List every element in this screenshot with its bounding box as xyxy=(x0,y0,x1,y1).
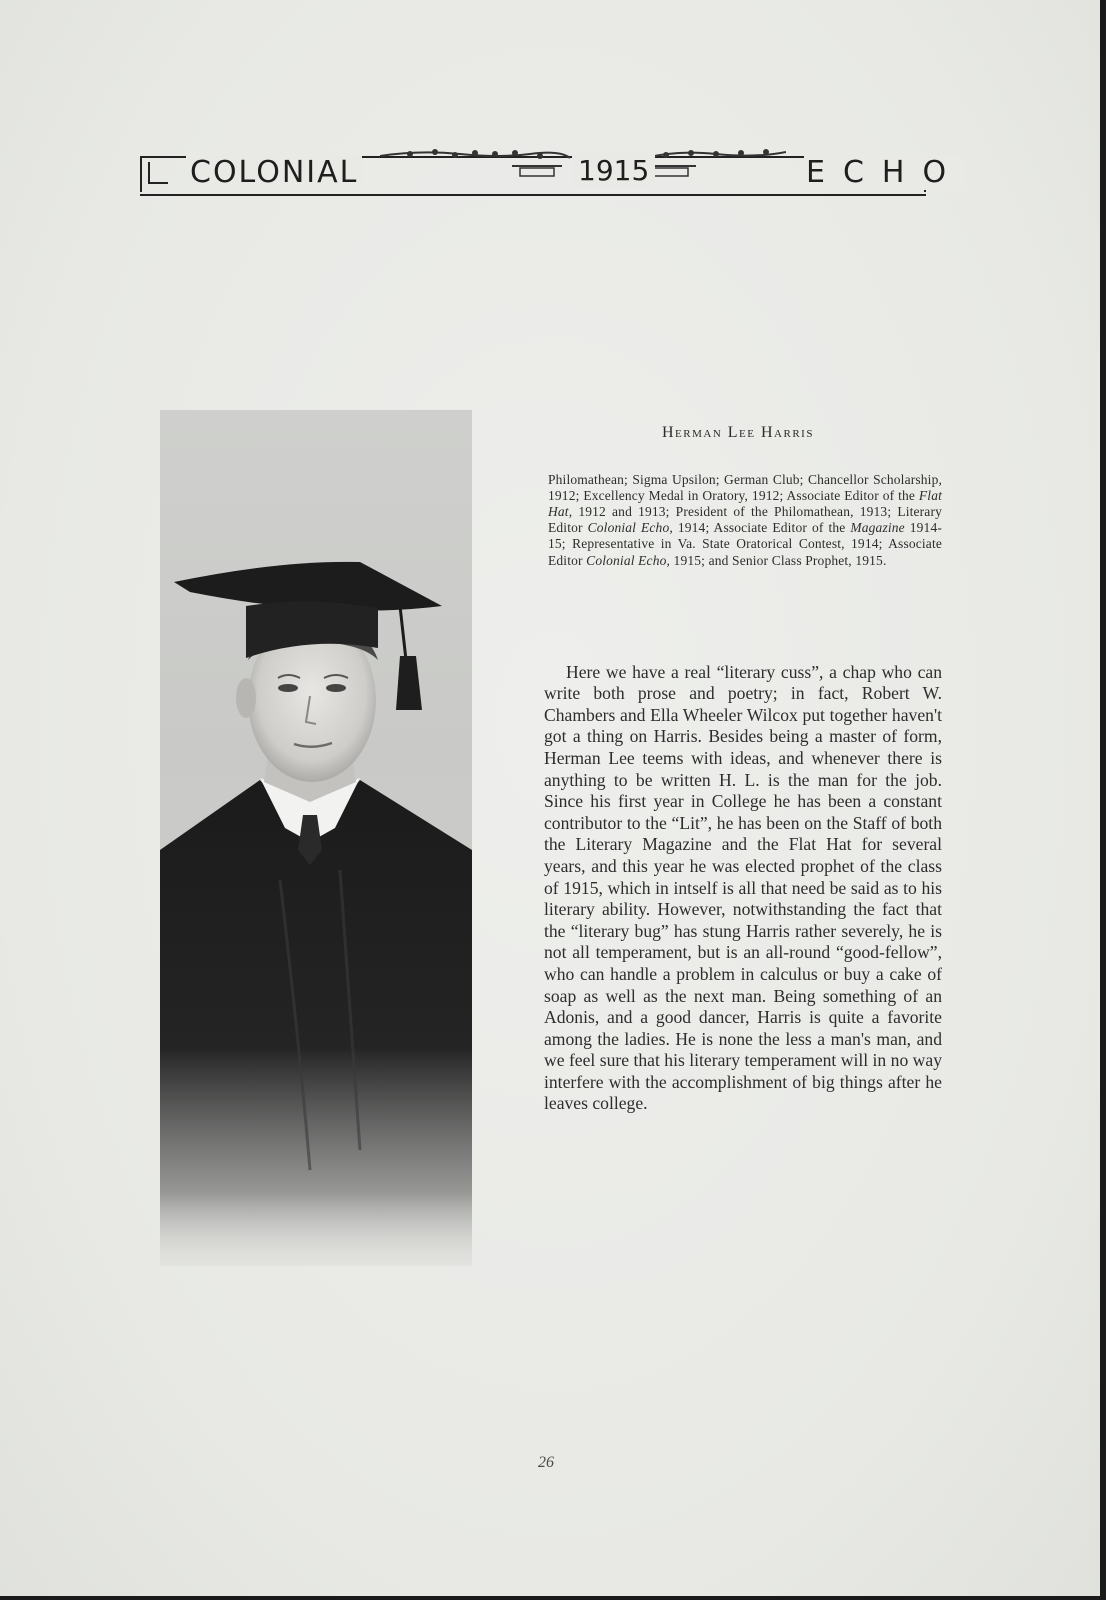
page-number: 26 xyxy=(538,1454,554,1471)
entry-honors xyxy=(548,472,942,569)
portrait-photo xyxy=(160,410,472,1266)
entry-description: Here we have a real “literary cuss”, a chap who can write both prose and poetry; in fact, Robert W. Chambers and Ella Wheeler Wilcox put together haven't got a thing on Harris. Besides being a master of form, Herman Lee teems with ideas, and whenever there is anything to be written H. L. is the man for the job. Since his first year in College he has been a constant contributor to the “Lit”, he has been on the Staff of both the Literary Magazine and the Flat Hat for several years, and this year he was elected prophet of the class of 1915, which in intself is all that need be said as to his literary ability. However, notwithstanding the fact that the “literary bug” has stung Harris rather severely, he is not all temperament, but is an all-round “good-fellow”, who can handle a problem in calculus or buy a cake of soap as well as the next man. Being something of an Adonis, and a good dancer, Harris is quite a favorite among the ladies. He is none the less a man's man, and we feel sure that his literary temperament will in no way interfere with the accomplishment of big things after he leaves college. xyxy=(544,661,942,1114)
left-vine-ornament xyxy=(380,148,570,178)
honors-colonial-echo: Colonial Echo, xyxy=(587,520,673,536)
honors-text: 1914-15; Representative in Va. State Oratorical Contest, 1914; Associate Editor xyxy=(548,520,942,568)
header-banner xyxy=(140,152,965,196)
entry-name: Herman Lee Harris xyxy=(662,424,814,441)
graduate-portrait-image xyxy=(160,410,472,1266)
honors-text: 1912 and 1913; President of the Philomathean, 1913; Literary Editor xyxy=(548,503,942,536)
scan-edge-bottom xyxy=(0,1596,1106,1600)
honors-colonial-echo: Colonial Echo, xyxy=(586,552,671,568)
honors-magazine: Magazine xyxy=(850,520,905,536)
header-year: 1915 xyxy=(572,154,655,187)
header-title-right: ECHO xyxy=(806,155,965,190)
header-title-left: COLONIAL xyxy=(186,155,362,190)
honors-text: 1915; and Senior Class Prophet, 1915. xyxy=(670,552,887,568)
honors-text: 1914; Associate Editor of the xyxy=(672,520,851,536)
scan-edge-right xyxy=(1100,0,1106,1600)
banner-bracket-left xyxy=(140,156,166,192)
right-vine-ornament xyxy=(646,148,786,178)
honors-text: Philomathean; Sigma Upsilon; German Club; Chancellor Scholarship, 1912; Excellency Medal in Oratory, 1912; Associate Editor of the xyxy=(548,471,942,503)
honors-flat-hat: Flat Hat, xyxy=(548,487,942,519)
